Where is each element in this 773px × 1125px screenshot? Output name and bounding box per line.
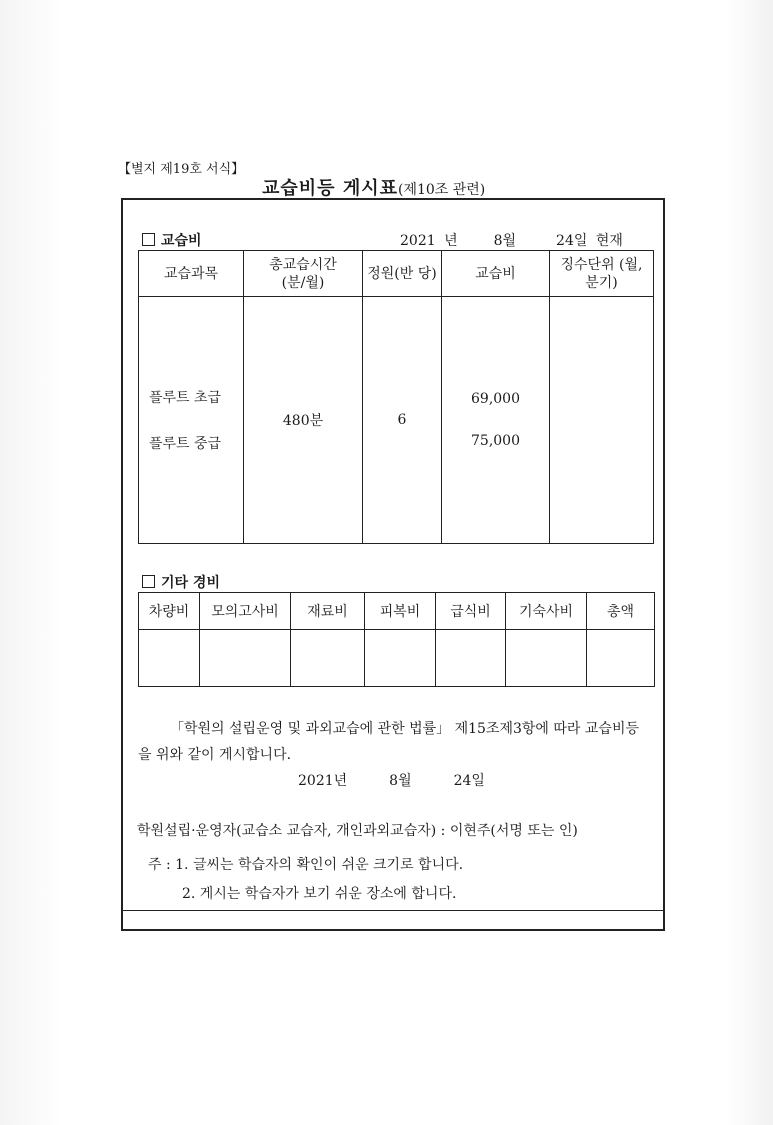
fee-item: 69,000 bbox=[471, 391, 520, 407]
table-cell bbox=[587, 630, 655, 687]
header-vehicle: 차량비 bbox=[139, 593, 200, 630]
header-unit bbox=[550, 251, 654, 297]
fee-section-heading bbox=[142, 230, 202, 250]
checkbox-icon bbox=[142, 233, 155, 246]
capacity-cell: 6 bbox=[363, 297, 442, 544]
other-heading-text: 기타 경비 bbox=[161, 575, 220, 591]
header-fee: 교습비 bbox=[442, 251, 550, 297]
note-1: 주 : 1. 글씨는 학습자의 확인이 쉬운 크기로 합니다. bbox=[148, 857, 464, 873]
subject-cell bbox=[139, 297, 244, 544]
other-table-header bbox=[139, 593, 655, 630]
notice-line: 을 위와 같이 게시합니다. bbox=[138, 747, 292, 763]
other-table-row bbox=[139, 630, 655, 687]
frame-bottom-divider bbox=[123, 910, 663, 911]
header-capacity-text: 정원(반 당) bbox=[367, 265, 437, 282]
subject-item: 플루트 중급 bbox=[149, 436, 222, 452]
header-dormitory: 기숙사비 bbox=[506, 593, 587, 630]
header-uniform: 피복비 bbox=[365, 593, 436, 630]
date-day: 24일 현재 bbox=[556, 233, 623, 249]
table-cell bbox=[291, 630, 365, 687]
other-section-heading bbox=[142, 572, 220, 592]
operator-signature-line: 학원설립·운영자(교습소 교습자, 개인과외교습자) : 이현주(서명 또는 인) bbox=[137, 823, 578, 839]
document-title bbox=[262, 174, 485, 200]
current-date bbox=[400, 230, 623, 250]
date-year: 2021 년 bbox=[400, 233, 458, 249]
header-total: 총액 bbox=[587, 593, 655, 630]
table-cell bbox=[200, 630, 291, 687]
other-expenses-table bbox=[138, 592, 655, 687]
fee-table bbox=[138, 250, 654, 544]
table-cell bbox=[365, 630, 436, 687]
table-cell bbox=[139, 630, 200, 687]
note-2: 2. 게시는 학습자가 보기 쉬운 장소에 합니다. bbox=[182, 886, 457, 902]
checkbox-icon bbox=[142, 575, 155, 588]
sign-year: 2021년 bbox=[298, 773, 348, 789]
subject-item: 플루트 초급 bbox=[149, 390, 222, 406]
fee-table-row bbox=[139, 297, 654, 544]
date-month: 8월 bbox=[493, 233, 517, 249]
notice-paragraph bbox=[138, 716, 660, 768]
header-subject: 교습과목 bbox=[139, 251, 244, 297]
sign-month: 8월 bbox=[389, 773, 412, 789]
sign-date bbox=[298, 770, 527, 790]
fee-item: 75,000 bbox=[471, 433, 520, 449]
header-mock-exam: 모의고사비 bbox=[200, 593, 291, 630]
header-unit-text: 징수단위 (월, 분기) bbox=[560, 256, 643, 291]
fee-cell bbox=[442, 297, 550, 544]
header-materials: 재료비 bbox=[291, 593, 365, 630]
form-label: 【별지 제19호 서식】 bbox=[118, 162, 245, 177]
table-cell bbox=[436, 630, 506, 687]
title-reference: (제10조 관련) bbox=[397, 182, 486, 198]
header-meals: 급식비 bbox=[436, 593, 506, 630]
total-hours-cell: 480분 bbox=[244, 297, 363, 544]
header-total-hours bbox=[244, 251, 363, 297]
header-capacity bbox=[363, 251, 442, 297]
fee-table-header bbox=[139, 251, 654, 297]
header-total-hours-text: 총교습시간 (분/월) bbox=[269, 256, 337, 291]
table-cell bbox=[506, 630, 587, 687]
title-text: 교습비등 게시표 bbox=[262, 178, 398, 199]
fee-heading-text: 교습비 bbox=[161, 233, 202, 249]
unit-cell bbox=[550, 297, 654, 544]
notice-line: 「학원의 설립운영 및 과외교습에 관한 법률」 제15조제3항에 따라 교습비등 bbox=[170, 721, 639, 737]
sign-day: 24일 bbox=[453, 773, 485, 789]
